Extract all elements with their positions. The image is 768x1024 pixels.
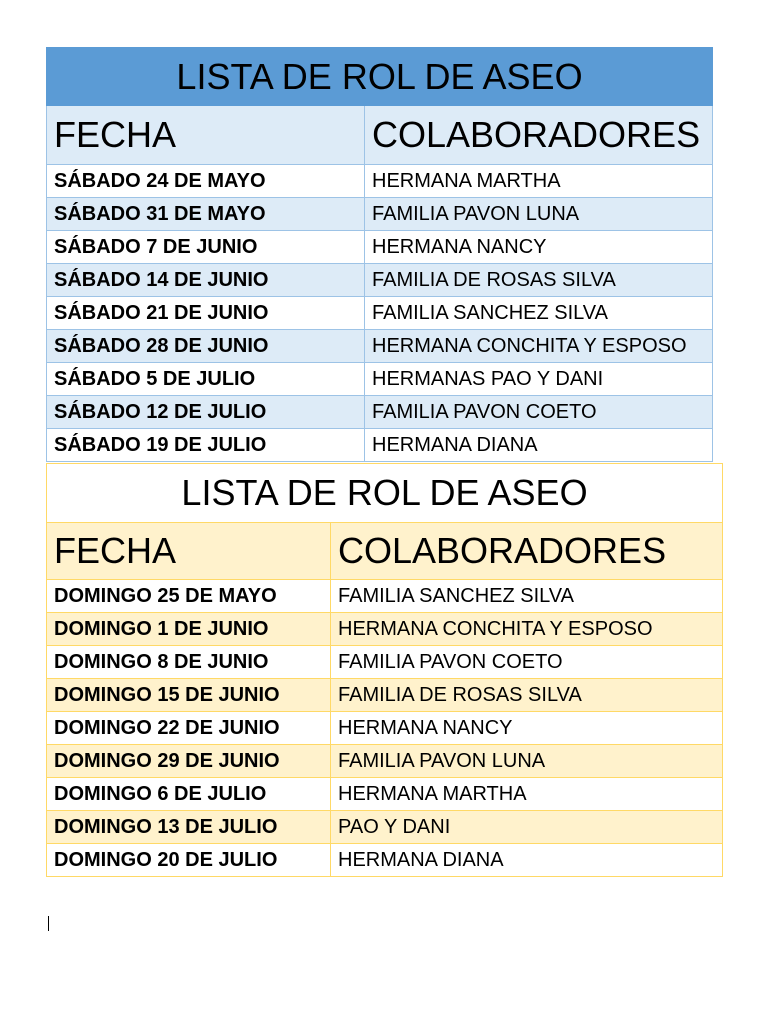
date-cell: DOMINGO 20 DE JULIO xyxy=(47,844,331,877)
table-row xyxy=(47,264,713,297)
date-cell: DOMINGO 8 DE JUNIO xyxy=(47,646,331,679)
table-row xyxy=(47,646,723,679)
table-row xyxy=(47,363,713,396)
table-row xyxy=(47,712,723,745)
collaborator-cell: FAMILIA PAVON COETO xyxy=(365,396,713,429)
date-cell: DOMINGO 6 DE JULIO xyxy=(47,778,331,811)
date-cell: DOMINGO 13 DE JULIO xyxy=(47,811,331,844)
table-row xyxy=(47,231,713,264)
collaborator-cell: FAMILIA DE ROSAS SILVA xyxy=(365,264,713,297)
collaborator-cell: HERMANA MARTHA xyxy=(365,165,713,198)
date-cell: SÁBADO 21 DE JUNIO xyxy=(47,297,365,330)
collaborator-cell: HERMANA DIANA xyxy=(365,429,713,462)
table-row xyxy=(47,844,723,877)
collaborator-cell: FAMILIA PAVON LUNA xyxy=(331,745,723,778)
collaborator-cell: HERMANA MARTHA xyxy=(331,778,723,811)
column-header-colaboradores: COLABORADORES xyxy=(331,523,723,580)
date-cell: DOMINGO 29 DE JUNIO xyxy=(47,745,331,778)
date-cell: DOMINGO 22 DE JUNIO xyxy=(47,712,331,745)
date-cell: DOMINGO 15 DE JUNIO xyxy=(47,679,331,712)
collaborator-cell: FAMILIA DE ROSAS SILVA xyxy=(331,679,723,712)
date-cell: DOMINGO 25 DE MAYO xyxy=(47,580,331,613)
collaborator-cell: HERMANA NANCY xyxy=(365,231,713,264)
table-header-row xyxy=(47,106,713,165)
table-row xyxy=(47,297,713,330)
collaborator-cell: HERMANA CONCHITA Y ESPOSO xyxy=(331,613,723,646)
table-row xyxy=(47,580,723,613)
date-cell: SÁBADO 12 DE JULIO xyxy=(47,396,365,429)
saturday-cleaning-table xyxy=(46,47,713,462)
sunday-cleaning-table xyxy=(46,463,723,877)
table-row xyxy=(47,778,723,811)
column-header-fecha: FECHA xyxy=(47,523,331,580)
table-title: LISTA DE ROL DE ASEO xyxy=(47,464,723,523)
collaborator-cell: PAO Y DANI xyxy=(331,811,723,844)
table-row xyxy=(47,330,713,363)
table-title-row xyxy=(47,48,713,106)
table-row xyxy=(47,165,713,198)
table-row xyxy=(47,198,713,231)
collaborator-cell: HERMANA CONCHITA Y ESPOSO xyxy=(365,330,713,363)
date-cell: SÁBADO 31 DE MAYO xyxy=(47,198,365,231)
collaborator-cell: HERMANA DIANA xyxy=(331,844,723,877)
collaborator-cell: HERMANAS PAO Y DANI xyxy=(365,363,713,396)
collaborator-cell: FAMILIA PAVON COETO xyxy=(331,646,723,679)
date-cell: SÁBADO 5 DE JULIO xyxy=(47,363,365,396)
text-cursor xyxy=(48,916,49,931)
table-title-row xyxy=(47,464,723,523)
date-cell: SÁBADO 24 DE MAYO xyxy=(47,165,365,198)
collaborator-cell: FAMILIA PAVON LUNA xyxy=(365,198,713,231)
table-row xyxy=(47,679,723,712)
table-header-row xyxy=(47,523,723,580)
collaborator-cell: FAMILIA SANCHEZ SILVA xyxy=(365,297,713,330)
table-row xyxy=(47,613,723,646)
date-cell: SÁBADO 28 DE JUNIO xyxy=(47,330,365,363)
date-cell: SÁBADO 14 DE JUNIO xyxy=(47,264,365,297)
date-cell: DOMINGO 1 DE JUNIO xyxy=(47,613,331,646)
collaborator-cell: HERMANA NANCY xyxy=(331,712,723,745)
date-cell: SÁBADO 7 DE JUNIO xyxy=(47,231,365,264)
date-cell: SÁBADO 19 DE JULIO xyxy=(47,429,365,462)
table-row xyxy=(47,811,723,844)
table-row xyxy=(47,745,723,778)
table-title: LISTA DE ROL DE ASEO xyxy=(47,48,713,106)
column-header-fecha: FECHA xyxy=(47,106,365,165)
collaborator-cell: FAMILIA SANCHEZ SILVA xyxy=(331,580,723,613)
table-row xyxy=(47,396,713,429)
table-row xyxy=(47,429,713,462)
column-header-colaboradores: COLABORADORES xyxy=(365,106,713,165)
